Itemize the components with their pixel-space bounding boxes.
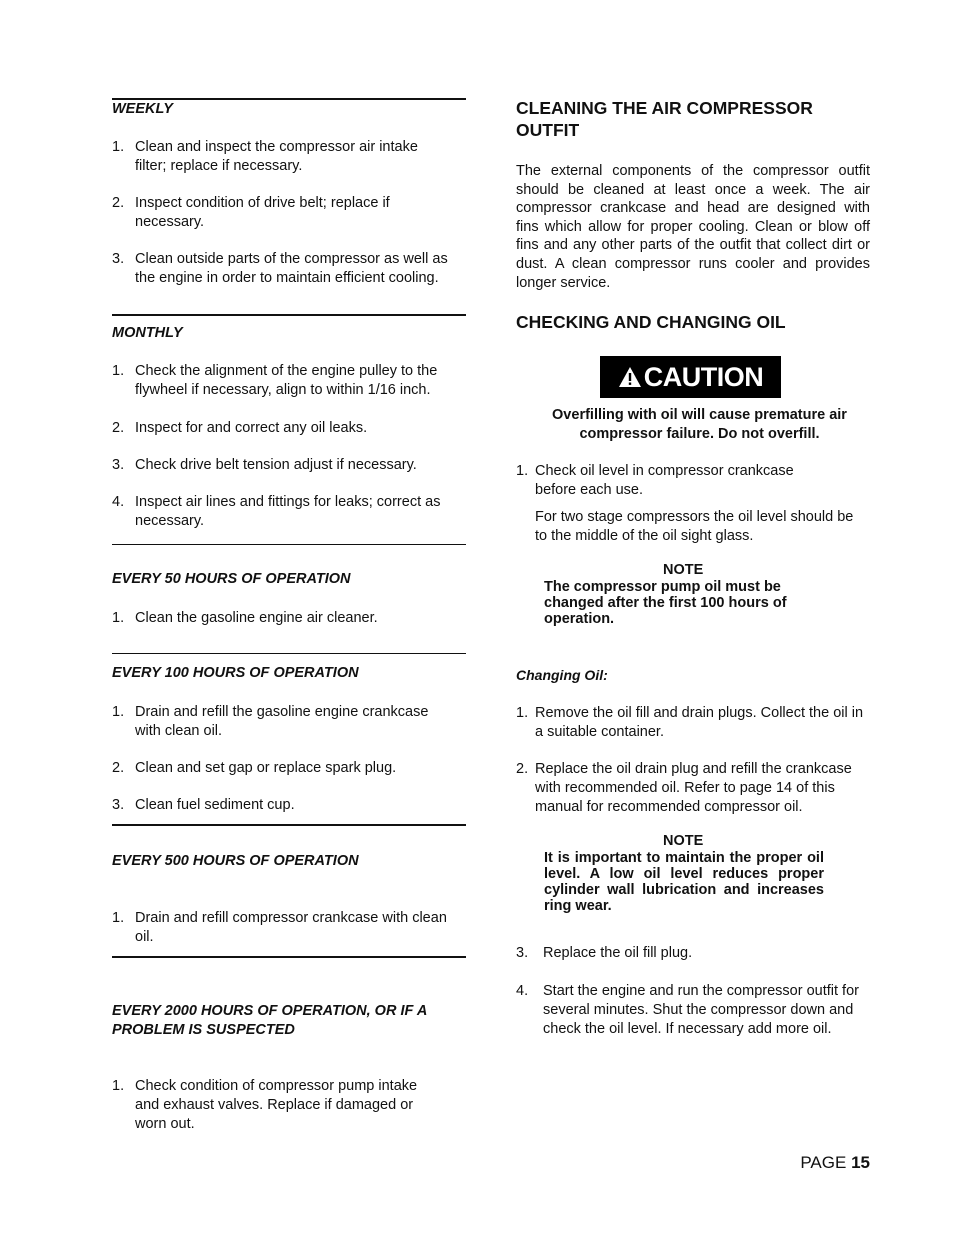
section-title-checking-oil: CHECKING AND CHANGING OIL [516, 312, 786, 332]
item-text: Check oil level in compressor crankcase before each use. [535, 463, 794, 498]
item-number: 4. [516, 983, 529, 999]
section-heading-2000-hours: EVERY 2000 HOURS OF OPERATION, OR IF A PROBLEM IS SUSPECTED [112, 1003, 427, 1038]
divider [112, 314, 466, 316]
changing-oil-heading: Changing Oil: [516, 667, 608, 683]
item-text: Clean and inspect the compressor air intake filter; replace if necessary. [135, 139, 418, 174]
note-text: It is important to maintain the proper oil level. A low oil level reduces proper cylinder wall lubrication and increases ring wear. [544, 850, 824, 914]
section-heading-500-hours: EVERY 500 HOURS OF OPERATION [112, 853, 359, 869]
divider [112, 824, 466, 826]
item-number: 3. [516, 945, 529, 961]
item-number: 1. [112, 704, 125, 720]
item-number: 1. [112, 363, 125, 379]
item-number: 4. [112, 494, 125, 510]
item-number: 2. [112, 420, 125, 436]
item-text: Clean outside parts of the compressor as well as the engine in order to maintain efficient cooling. [135, 251, 448, 286]
item-text: Start the engine and run the compressor outfit for several minutes. Shut the compressor down and check the oil level. If necessary add more oil. [543, 983, 859, 1037]
divider [112, 98, 466, 100]
note-title: NOTE [663, 833, 704, 849]
item-text: Clean the gasoline engine air cleaner. [135, 610, 378, 626]
item-text: Inspect for and correct any oil leaks. [135, 420, 368, 436]
caution-text: Overfilling with oil will cause premature air compressor failure. Do not overfill. [552, 407, 847, 442]
warning-triangle-icon [618, 366, 642, 388]
note-text: The compressor pump oil must be changed after the first 100 hours of operation. [544, 579, 787, 627]
section-heading-weekly: WEEKLY [112, 101, 173, 117]
item-number: 1. [112, 610, 125, 626]
item-number: 2. [112, 195, 125, 211]
item-number: 3. [112, 251, 125, 267]
page-label: PAGE [800, 1153, 847, 1172]
item-number: 3. [112, 457, 125, 473]
divider [112, 653, 466, 654]
item-number: 2. [112, 760, 125, 776]
item-number: 2. [516, 761, 529, 777]
section-heading-100-hours: EVERY 100 HOURS OF OPERATION [112, 665, 359, 681]
item-text: Replace the oil fill plug. [543, 945, 693, 961]
item-text: Check drive belt tension adjust if necessary. [135, 457, 417, 473]
item-text: Inspect condition of drive belt; replace if necessary. [135, 195, 390, 230]
page-number [800, 1153, 870, 1173]
item-number: 1. [112, 910, 125, 926]
item-number: 1. [516, 463, 529, 479]
item-text: Check the alignment of the engine pulley to the flywheel if necessary, align to within 1/16 inch. [135, 363, 438, 398]
cleaning-paragraph: The external components of the compressor outfit should be cleaned at least once a week. The air compressor crankcase and head are designed with fins which allow for proper cooling. Clean or blow off fins and any other parts of the outfit that collect dirt or dust. A clean compressor runs cooler and provides longer service. [516, 163, 870, 291]
item-number: 3. [112, 797, 125, 813]
item-text: Check condition of compressor pump intake and exhaust valves. Replace if damaged or worn out. [135, 1078, 418, 1132]
item-number: 1. [516, 705, 529, 721]
item-text: Replace the oil drain plug and refill the crankcase with recommended oil. Refer to page 14 of this manual for recommended compressor oil. [535, 761, 852, 815]
page-number-value: 15 [851, 1153, 870, 1172]
section-heading-monthly: MONTHLY [112, 325, 183, 341]
item-text: Remove the oil fill and drain plugs. Collect the oil in a suitable container. [535, 705, 864, 740]
item-text: Drain and refill the gasoline engine crankcase with clean oil. [135, 704, 429, 739]
item-text: Inspect air lines and fittings for leaks; correct as necessary. [135, 494, 441, 529]
section-title-cleaning: CLEANING THE AIR COMPRESSOR OUTFIT [516, 98, 813, 140]
item-text: Drain and refill compressor crankcase with clean oil. [135, 910, 447, 945]
caution-label: CAUTION [643, 361, 764, 392]
note-title: NOTE [663, 562, 704, 578]
caution-banner [600, 356, 781, 398]
item-number: 1. [112, 139, 125, 155]
item-text: Clean and set gap or replace spark plug. [135, 760, 397, 776]
divider [112, 544, 466, 545]
item-number: 1. [112, 1078, 125, 1094]
two-stage-note: For two stage compressors the oil level should be to the middle of the oil sight glass. [535, 509, 854, 544]
item-text: Clean fuel sediment cup. [135, 797, 295, 813]
section-heading-50-hours: EVERY 50 HOURS OF OPERATION [112, 571, 351, 587]
divider [112, 956, 466, 958]
